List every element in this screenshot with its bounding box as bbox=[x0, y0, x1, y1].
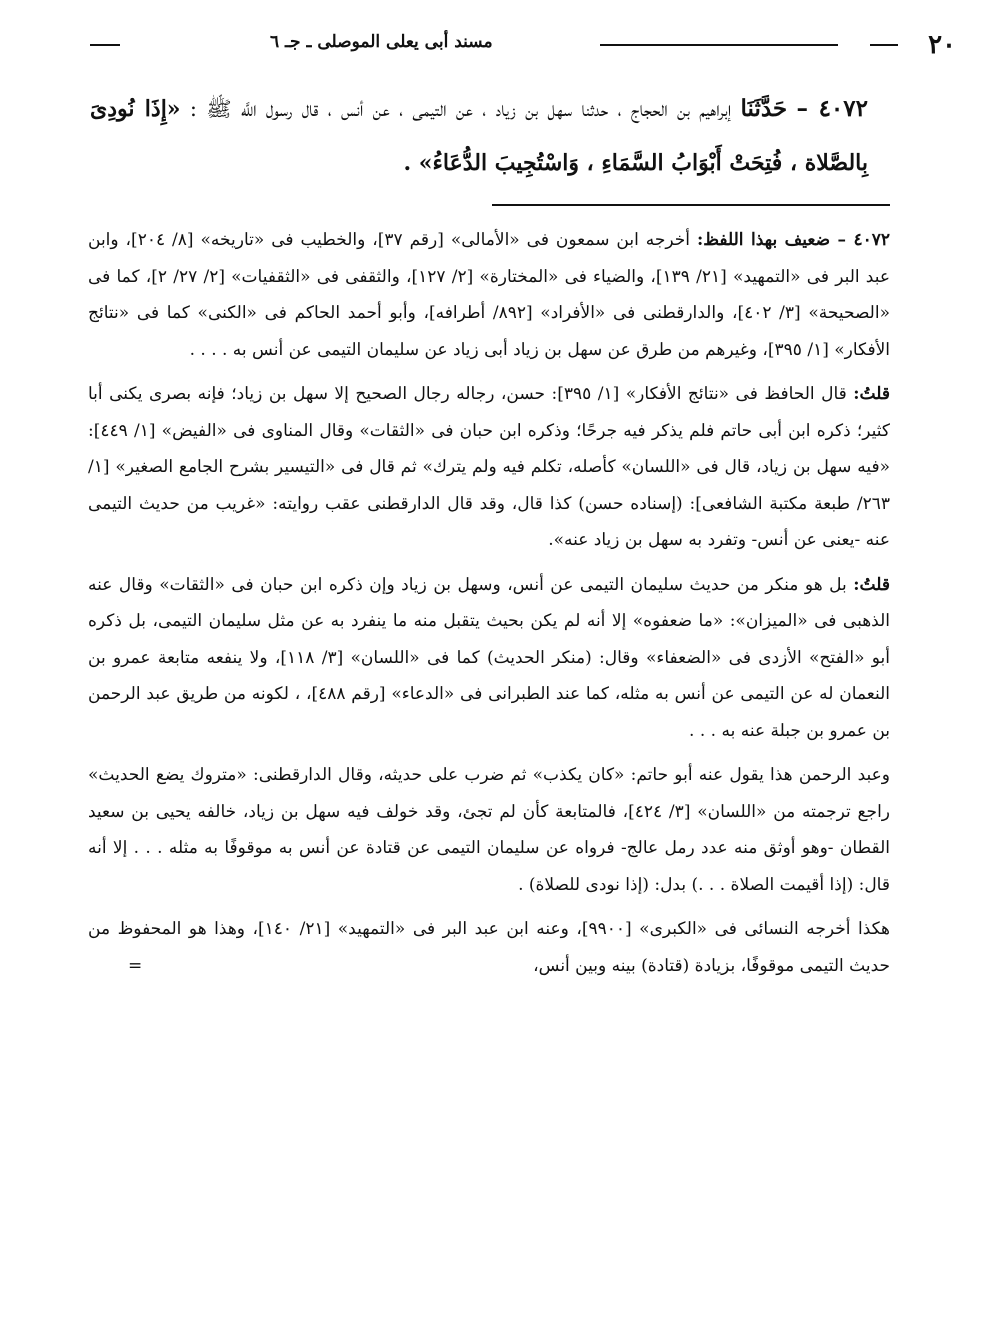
page-number: ٢٠ bbox=[928, 30, 956, 60]
commentary-paragraph bbox=[88, 222, 890, 368]
continuation-mark: = bbox=[128, 955, 143, 976]
commentary-paragraph bbox=[88, 376, 890, 559]
commentary-label: قلتُ: bbox=[853, 574, 890, 595]
hadith-matn: «إِذَا نُودِىَ بِالصَّلاة ، فُتِحَتْ أَبْوَابُ السَّمَاءِ ، وَاسْتُجِيبَ الدُّعَاءُ» . bbox=[90, 96, 868, 176]
commentary-paragraph bbox=[88, 567, 890, 750]
commentary-paragraph bbox=[88, 757, 890, 903]
commentary-text: وعبد الرحمن هذا يقول عنه أبو حاتم: «كان يكذب» ثم ضرب على حديثه، وقال الدارقطنى: «متروك يضع الحديث» راجع ترجمته من «اللسان» [٣/ ٤٢٤]، فالمتابعة كأن لم تجئ، وقد خولف فيه سهل بن زياد، خالفه يحيى بن سعيد القطان -وهو أوثق منه عدد رمل عالج- فرواه عن سليمان التيمى عن قتادة عن أنس به موقوفًا به مثله . . . إلا أنه قال: (إذا أقيمت الصلاة . . .) بدل: (إذا نودى للصلاة) . bbox=[88, 765, 890, 895]
page-header bbox=[90, 30, 956, 60]
book-title: مسند أبى يعلى الموصلى ـ جـ ٦ bbox=[270, 32, 493, 52]
commentary-text: قال الحافظ فى «نتائج الأفكار» [١/ ٣٩٥]: حسن، رجاله رجال الصحيح إلا سهل بن زياد؛ فإنه بصرى يكنى أبا كثير؛ ذكره ابن أبى حاتم فلم يذكر فيه جرحًا؛ وذكره ابن حبان فى «الثقات» وقال المناوى فى «الفيض» [١/ ٤٤٩]: «فيه سهل بن زياد، قال فى «اللسان» كأصله، تكلم فيه ولم يترك» ثم قال فى «التيسير بشرح الجامع الصغير» [١/ ٢٦٣/ طبعة مكتبة الشافعى]: (إسناده حسن) كذا قال، وقد قال الدارقطنى عقب روايته: «غريب من حديث التيمى عنه -يعنى عن أنس- وتفرد به سهل بن زياد عنه». bbox=[88, 384, 890, 550]
commentary-text: بل هو منكر من حديث سليمان التيمى عن أنس، وسهل بن زياد وإن ذكره ابن حبان فى «الثقات» وقال عنه الذهبى فى «الميزان»: «ما ضعفوه» إلا أنه لم يكن بحيث يتقبل منه ما ينفرد به عن مثل سليمان التيمى، بل ذكره أبو «الفتح» الأزدى فى «الضعفاء» وقال: (منكر الحديث) كما فى «اللسان» [٣/ ١١٨]، ولا ينفعه متابعة عمرو بن النعمان له عن التيمى عن أنس به مثله، كما عند الطبرانى فى «الدعاء» [رقم ٤٨٨]، ، لكونه من طريق عبد الرحمن بن عمرو بن جبلة عنه به . . . bbox=[88, 574, 891, 741]
header-rule-left bbox=[90, 44, 120, 46]
hadith-isnad: إبراهيم بن الحجاج ، حدثنا سهل بن زياد ، عن التيمى ، عن أنس ، قال رسول اللَّه ﷺ : bbox=[189, 97, 732, 121]
hadith-opening: حَدَّثَنَا bbox=[740, 95, 788, 122]
header-rule-middle bbox=[600, 44, 838, 46]
commentary-text: أخرجه ابن سمعون فى «الأمالى» [رقم ٣٧]، والخطيب فى «تاريخه» [٨/ ٢٠٤]، وابن عبد البر فى «التمهيد» [٢١/ ١٣٩]، والضياء فى «المختارة» [٢/ ١٢٧]، والثقفى فى «الثقفيات» [٢/ ٢٧/ ٢]، كما فى «الصحيحة» [٣/ ٤٠٢]، والدارقطنى فى «الأفراد» [٨٩٢/ أطرافه]، وأبو أحمد الحاكم فى «الكنى» كما فى «نتائج الأفكار» [١/ ٣٩٥]، وغيرهم من طرق عن سهل بن زياد أبى زياد عن سليمان التيمى عن أنس به . . . . bbox=[88, 230, 891, 360]
footnote-divider bbox=[492, 204, 890, 206]
header-rule-right bbox=[870, 44, 898, 46]
commentary-label: قلتُ: bbox=[853, 384, 891, 404]
hadith-text bbox=[90, 82, 868, 190]
commentary-label: ٤٠٧٢ – ضعيف بهذا اللفظ: bbox=[696, 230, 890, 250]
commentary-text: هكذا أخرجه النسائى فى «الكبرى» [٩٩٠٠]، وعنه ابن عبد البر فى «التمهيد» [٢١/ ١٤٠]، وهذا هو المحفوظ من حديث التيمى موقوفًا، بزيادة (قتادة) بينه وبين أنس، bbox=[88, 919, 890, 976]
commentary-paragraph bbox=[88, 911, 890, 984]
footnote-commentary bbox=[88, 222, 890, 992]
hadith-number: ٤٠٧٢ – bbox=[796, 95, 868, 122]
